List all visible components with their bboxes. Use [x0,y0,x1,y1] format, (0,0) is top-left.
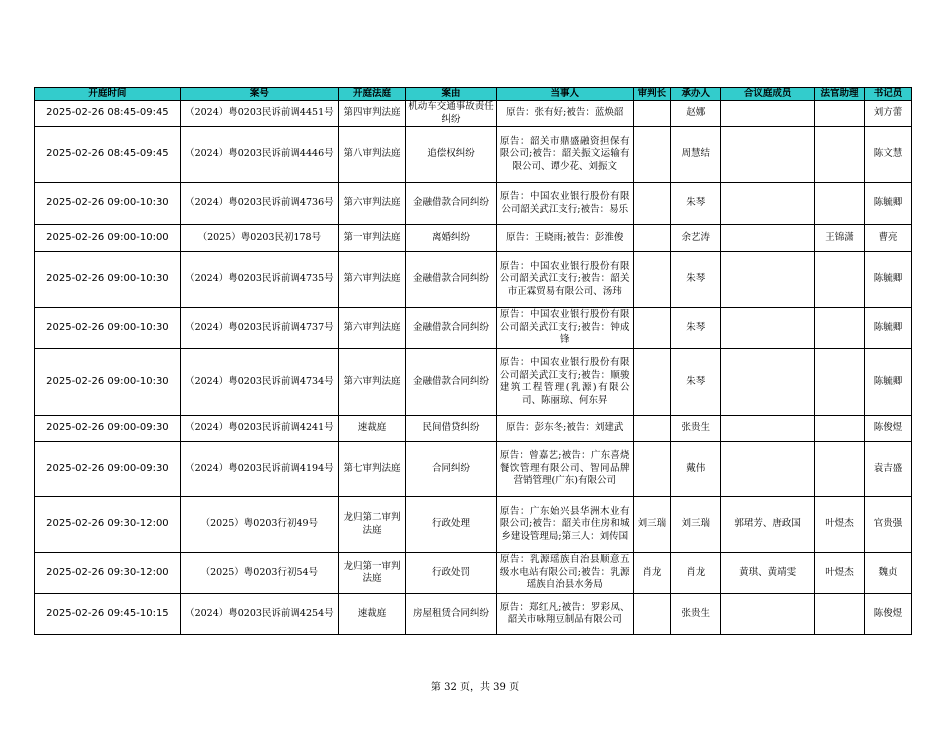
cell-handler: 朱琴 [671,349,721,416]
cell-handler: 余艺涛 [671,225,721,252]
cell-parties: 原告：中国农业银行股份有限公司韶关武江支行;被告：易乐 [496,183,633,225]
cell-cause: 房屋租赁合同纠纷 [406,594,497,635]
cell-presiding [633,127,671,183]
cell-clerk: 曹亮 [865,225,912,252]
cell-parties: 原告：中国农业银行股份有限公司韶关武江支行;被告：韶关市正霖贸易有限公司、汤玮 [496,252,633,308]
cell-handler: 朱琴 [671,252,721,308]
col-header-time: 开庭时间 [35,88,181,101]
cell-presiding [633,252,671,308]
cell-parties: 原告：中国农业银行股份有限公司韶关武江支行;被告：钟成锋 [496,308,633,349]
cell-cause: 行政处理 [406,497,497,553]
cell-court: 第一审判法庭 [338,225,405,252]
table-row [35,553,912,594]
cell-assistant [815,442,865,497]
cell-case-no: （2024）粤0203民诉前调4194号 [180,442,338,497]
cell-case-no: （2024）粤0203民诉前调4254号 [180,594,338,635]
cell-case-no: （2024）粤0203民诉前调4736号 [180,183,338,225]
col-header-court: 开庭法庭 [338,88,405,101]
cell-parties: 原告：王晓雨;被告：彭淮俊 [496,225,633,252]
cell-handler: 朱琴 [671,308,721,349]
cell-assistant: 叶煜杰 [815,553,865,594]
cell-time: 2025-02-26 09:00-09:30 [35,416,181,442]
table-row [35,416,912,442]
hearing-schedule-table [34,87,912,635]
cell-panel: 黄琪、黄靖雯 [721,553,815,594]
cell-handler: 赵娜 [671,101,721,127]
cell-assistant [815,594,865,635]
cell-cause: 离婚纠纷 [406,225,497,252]
cell-court: 第七审判法庭 [338,442,405,497]
cell-time: 2025-02-26 09:00-10:00 [35,225,181,252]
cell-clerk: 刘方蕾 [865,101,912,127]
cell-assistant [815,183,865,225]
cell-cause: 合同纠纷 [406,442,497,497]
cell-case-no: （2024）粤0203民诉前调4446号 [180,127,338,183]
cell-presiding: 刘三瑞 [633,497,671,553]
cell-clerk: 陈毓卿 [865,349,912,416]
cell-time: 2025-02-26 09:30-12:00 [35,497,181,553]
cell-assistant [815,252,865,308]
cell-court: 第六审判法庭 [338,183,405,225]
cell-time: 2025-02-26 09:00-10:30 [35,252,181,308]
cell-cause: 金融借款合同纠纷 [406,183,497,225]
cell-time: 2025-02-26 09:00-09:30 [35,442,181,497]
cell-clerk: 官贵强 [865,497,912,553]
cell-assistant: 叶煜杰 [815,497,865,553]
table-row [35,183,912,225]
table-row [35,442,912,497]
cell-assistant [815,349,865,416]
table-row [35,497,912,553]
cell-presiding [633,594,671,635]
cell-clerk: 陈毓卿 [865,308,912,349]
cell-time: 2025-02-26 09:00-10:30 [35,183,181,225]
col-header-clerk: 书记员 [865,88,912,101]
col-header-parties: 当事人 [496,88,633,101]
col-header-case-no: 案号 [180,88,338,101]
cell-panel [721,101,815,127]
col-header-assistant: 法官助理 [815,88,865,101]
cell-presiding [633,183,671,225]
cell-cause: 民间借贷纠纷 [406,416,497,442]
cell-presiding [633,225,671,252]
cell-court: 第四审判法庭 [338,101,405,127]
cell-parties: 原告：乳源瑶族自治县顺意五级水电站有限公司;被告：乳源瑶族自治县水务局 [496,553,633,594]
cell-panel [721,252,815,308]
cell-court: 第六审判法庭 [338,308,405,349]
cell-clerk: 陈俊煜 [865,416,912,442]
cell-presiding [633,308,671,349]
cell-assistant [815,308,865,349]
cell-time: 2025-02-26 09:30-12:00 [35,553,181,594]
header-row [35,88,912,101]
cell-court: 第八审判法庭 [338,127,405,183]
cell-assistant [815,127,865,183]
cell-time: 2025-02-26 09:00-10:30 [35,349,181,416]
cell-court: 速裁庭 [338,416,405,442]
cell-clerk: 魏贞 [865,553,912,594]
table-row [35,594,912,635]
cell-panel [721,127,815,183]
cell-case-no: （2024）粤0203民诉前调4737号 [180,308,338,349]
cell-time: 2025-02-26 09:00-10:30 [35,308,181,349]
cell-handler: 戴伟 [671,442,721,497]
cell-clerk: 陈毓卿 [865,183,912,225]
table-row [35,308,912,349]
table-row [35,101,912,127]
cell-parties: 原告：广东始兴县华洲木业有限公司;被告：韶关市住房和城乡建设管理局;第三人：刘传国 [496,497,633,553]
cell-court: 第六审判法庭 [338,252,405,308]
cell-panel [721,349,815,416]
cell-cause: 机动车交通事故责任纠纷 [406,101,497,127]
cell-cause: 金融借款合同纠纷 [406,252,497,308]
cell-clerk: 袁吉盛 [865,442,912,497]
cell-presiding: 肖龙 [633,553,671,594]
col-header-handler: 承办人 [671,88,721,101]
cell-parties: 原告：彭东冬;被告：刘建武 [496,416,633,442]
cell-panel [721,416,815,442]
col-header-cause: 案由 [406,88,497,101]
page-number-footer: 第 32 页，共 39 页 [430,682,520,693]
cell-cause: 行政处罚 [406,553,497,594]
cell-case-no: （2024）粤0203民诉前调4734号 [180,349,338,416]
cell-panel [721,308,815,349]
cell-clerk: 陈俊煜 [865,594,912,635]
cell-presiding [633,101,671,127]
cell-cause: 金融借款合同纠纷 [406,308,497,349]
cell-presiding [633,442,671,497]
cell-presiding [633,416,671,442]
cell-panel [721,442,815,497]
table-row [35,127,912,183]
cell-case-no: （2025）粤0203行初49号 [180,497,338,553]
cell-handler: 刘三瑞 [671,497,721,553]
cell-handler: 朱琴 [671,183,721,225]
cell-handler: 肖龙 [671,553,721,594]
cell-handler: 张贵生 [671,416,721,442]
cell-parties: 原告：曾嘉艺;被告：广东喜烧餐饮管理有限公司、智同品牌营销管理(广东)有限公司 [496,442,633,497]
col-header-panel: 合议庭成员 [721,88,815,101]
cell-cause: 追偿权纠纷 [406,127,497,183]
cell-panel [721,183,815,225]
cell-case-no: （2025）粤0203行初54号 [180,553,338,594]
cell-parties: 原告：张有好;被告：蓝焕韶 [496,101,633,127]
cell-court: 第六审判法庭 [338,349,405,416]
cell-case-no: （2024）粤0203民诉前调4241号 [180,416,338,442]
cell-assistant [815,416,865,442]
cell-assistant: 王锦潇 [815,225,865,252]
cell-case-no: （2024）粤0203民诉前调4735号 [180,252,338,308]
cell-presiding [633,349,671,416]
cell-parties: 原告：中国农业银行股份有限公司韶关武江支行;被告：顺骏建筑工程管理(乳源)有限公司、陈丽琼、何东昇 [496,349,633,416]
cell-panel: 郭珺芳、唐政国 [721,497,815,553]
cell-case-no: （2025）粤0203民初178号 [180,225,338,252]
cell-time: 2025-02-26 09:45-10:15 [35,594,181,635]
cell-parties: 原告：韶关市鼎盛融资担保有限公司;被告：韶关振文运输有限公司、谭少花、刘振文 [496,127,633,183]
col-header-presiding: 审判长 [633,88,671,101]
cell-panel [721,594,815,635]
cell-court: 速裁庭 [338,594,405,635]
cell-handler: 周慧结 [671,127,721,183]
cell-assistant [815,101,865,127]
cell-cause: 金融借款合同纠纷 [406,349,497,416]
table-row [35,225,912,252]
cell-case-no: （2024）粤0203民诉前调4451号 [180,101,338,127]
cell-court: 龙归第二审判法庭 [338,497,405,553]
cell-time: 2025-02-26 08:45-09:45 [35,127,181,183]
cell-clerk: 陈毓卿 [865,252,912,308]
cell-handler: 张贵生 [671,594,721,635]
cell-court: 龙归第一审判法庭 [338,553,405,594]
cell-clerk: 陈文慧 [865,127,912,183]
table-row [35,349,912,416]
cell-panel [721,225,815,252]
table-row [35,252,912,308]
cell-time: 2025-02-26 08:45-09:45 [35,101,181,127]
cell-parties: 原告：郑红凡;被告：罗彩凤、韶关市咏翔豆制品有限公司 [496,594,633,635]
